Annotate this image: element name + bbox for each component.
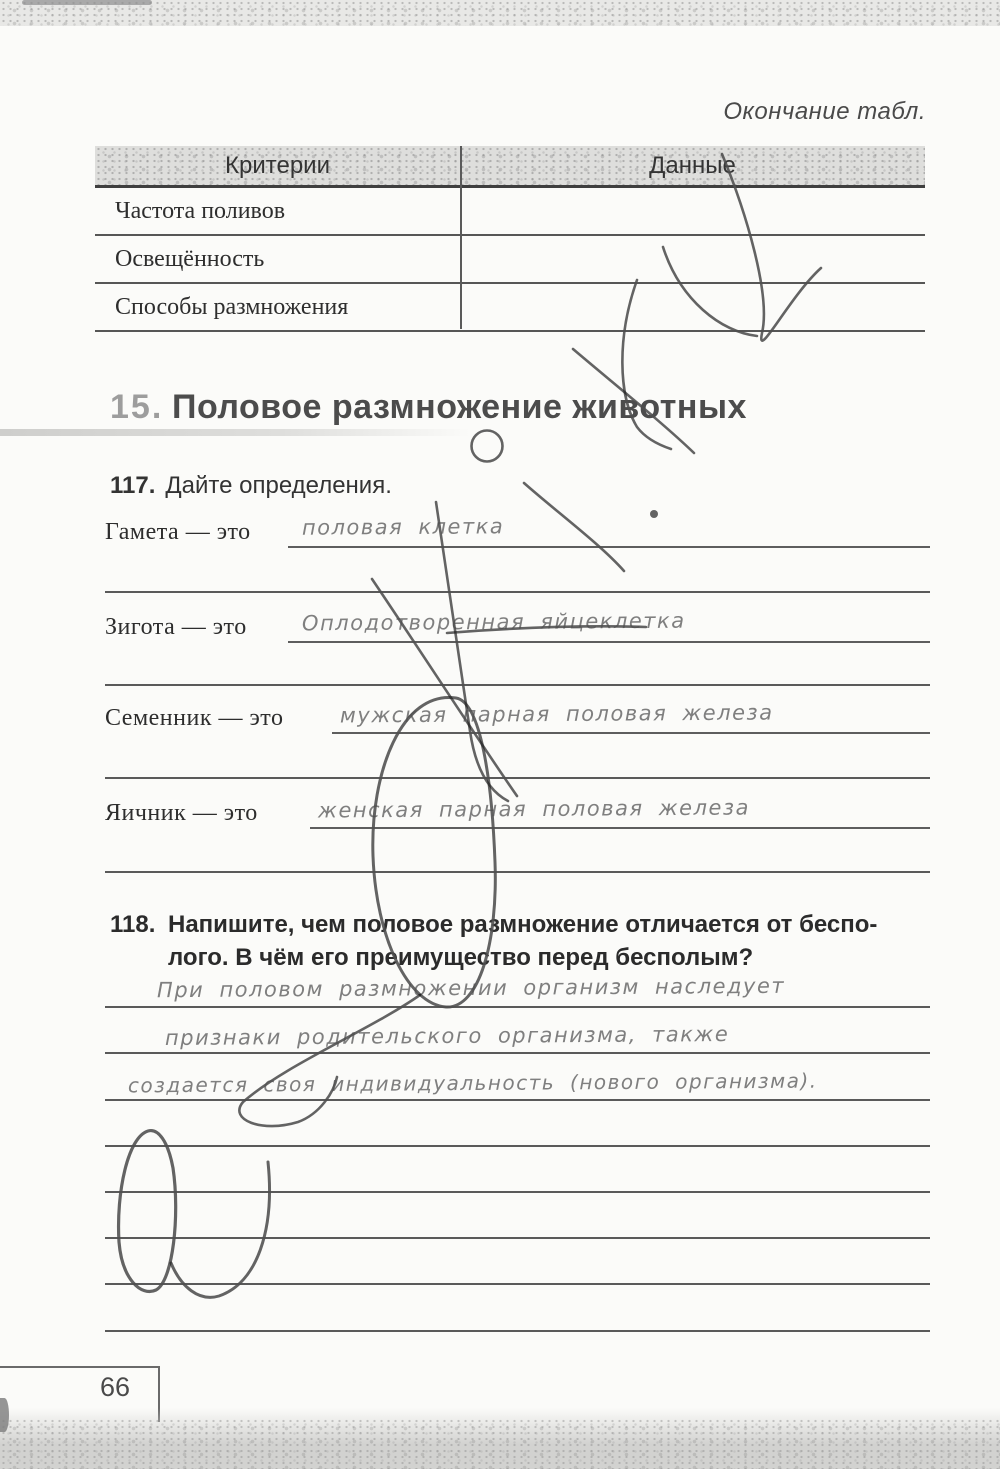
handwritten-answer: мужская парная половая железа [339, 700, 774, 728]
answer-line [105, 1145, 930, 1147]
task-118-number: 118. [110, 911, 156, 938]
pen-oval [119, 1131, 176, 1292]
answer-line [288, 641, 930, 643]
answer-line [105, 1006, 930, 1008]
pen-stroke [524, 483, 624, 571]
handwritten-answer: создается своя индивидуальность (нового организма). [127, 1068, 818, 1098]
pen-stroke [239, 995, 420, 1126]
table-cell-label: Частота поливов [115, 197, 286, 224]
task-117-text: Дайте определения. [165, 472, 392, 499]
pen-dot [650, 510, 658, 518]
answer-line [105, 777, 930, 779]
table-cell-label: Способы размножения [115, 293, 349, 320]
table-row [95, 236, 925, 284]
answer-line [105, 871, 930, 873]
pen-circle [472, 431, 503, 462]
handwritten-answer: половая клетка [301, 514, 505, 540]
task-118-question-line: Напишите, чем половое размножение отличается от беспо- [168, 911, 878, 938]
task-118-heading [110, 908, 920, 974]
answer-line [105, 1099, 930, 1101]
scan-smudge [22, 0, 152, 5]
answer-line [105, 684, 930, 686]
task-117-number: 117. [110, 472, 156, 499]
task-117-heading [110, 472, 392, 500]
answer-line [310, 827, 930, 829]
table-row [95, 188, 925, 236]
table-header-row [95, 146, 925, 188]
definition-term: Зигота — это [105, 614, 247, 640]
definition-term: Гамета — это [105, 519, 251, 545]
answer-line [105, 1283, 930, 1285]
scan-streak [0, 429, 470, 436]
table-column-divider [460, 146, 462, 329]
answer-line [105, 1052, 930, 1054]
table-continuation-note: Окончание табл. [723, 98, 926, 125]
definition-term: Яичник — это [105, 800, 258, 826]
task-118-question-line: лого. В чём его преимущество перед бесполым? [168, 944, 754, 971]
criteria-table [95, 146, 925, 332]
handwritten-answer: При половом размножении организм наследует [156, 973, 786, 1003]
section-title: Половое размножение животных [172, 388, 747, 426]
scan-noise-bottom-speckle [0, 1418, 1000, 1469]
page-number: 66 [100, 1372, 131, 1402]
handwritten-answer: женская парная половая железа [317, 795, 751, 823]
table-row [95, 284, 925, 332]
answer-line [105, 1191, 930, 1193]
table-header-criteria: Критерии [225, 151, 330, 179]
table-header-data: Данные [649, 151, 736, 179]
pen-stroke [171, 1162, 269, 1297]
answer-line [105, 1330, 930, 1332]
handwritten-answer: Оплодотворенная яйцеклетка [301, 608, 686, 636]
table-cell-label: Освещённость [115, 245, 265, 272]
definition-term: Семенник — это [105, 705, 284, 731]
handwritten-answer: признаки родительского организма, также [164, 1022, 730, 1050]
answer-line [105, 1237, 930, 1239]
scan-edge-mark [0, 1398, 9, 1432]
section-number: 15. [110, 388, 164, 426]
answer-line [332, 732, 930, 734]
answer-line [105, 591, 930, 593]
answer-line [288, 546, 930, 548]
